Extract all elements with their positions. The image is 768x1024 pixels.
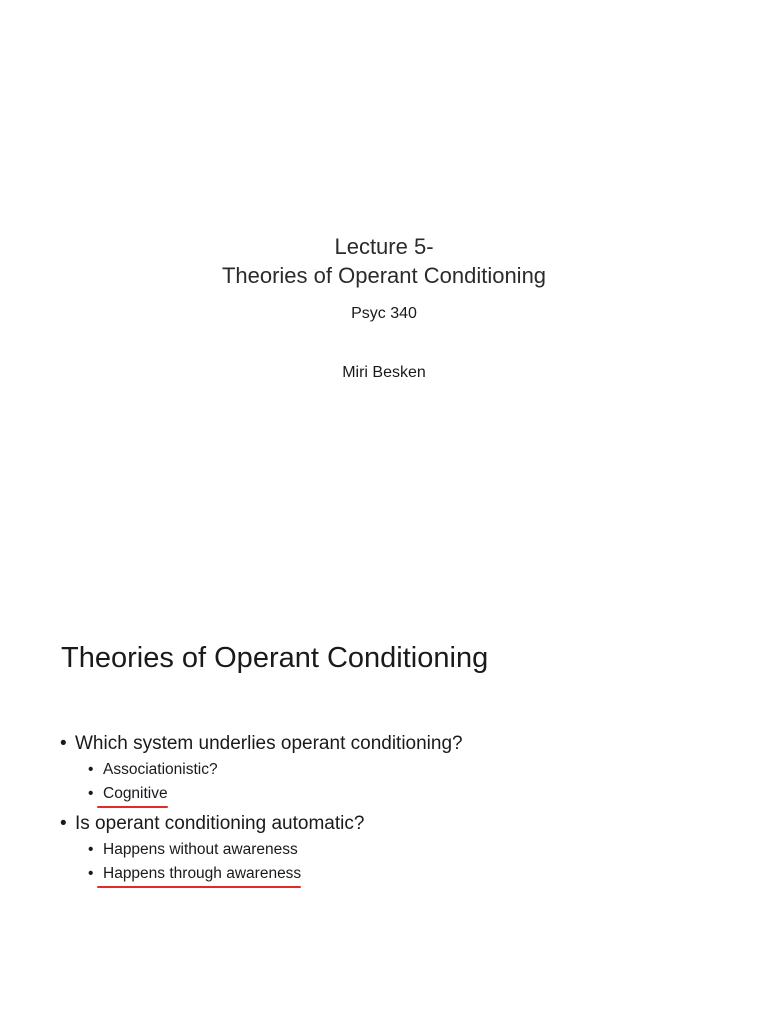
sub-bullet-list xyxy=(60,758,740,806)
underlined-sub-bullet-text: Happens through awareness xyxy=(103,862,301,886)
content-slide xyxy=(0,512,768,1024)
sub-bullet-text: Associationistic? xyxy=(103,761,218,778)
sub-bullet-list xyxy=(60,838,740,886)
lecture-title-line-1: Lecture 5- xyxy=(334,234,434,259)
lecture-title-line-2: Theories of Operant Conditioning xyxy=(221,263,547,288)
bullet-item: • Is operant conditioning automatic? xyxy=(60,812,740,836)
sub-bullet-text: Happens without awareness xyxy=(103,841,298,858)
sub-bullet-item xyxy=(60,758,740,782)
underlined-sub-bullet-text: Cognitive xyxy=(103,782,168,806)
author-name: Miri Besken xyxy=(342,364,426,381)
lecture-title xyxy=(0,232,768,290)
bullet-list xyxy=(60,732,740,892)
bullet-item: • Which system underlies operant conditioning? xyxy=(60,732,740,756)
slide-title: Theories of Operant Conditioning xyxy=(61,642,489,674)
sub-bullet-item xyxy=(60,838,740,862)
sub-bullet-item xyxy=(60,862,740,886)
sub-bullet-item xyxy=(60,782,740,806)
course-code: Psyc 340 xyxy=(351,305,417,322)
